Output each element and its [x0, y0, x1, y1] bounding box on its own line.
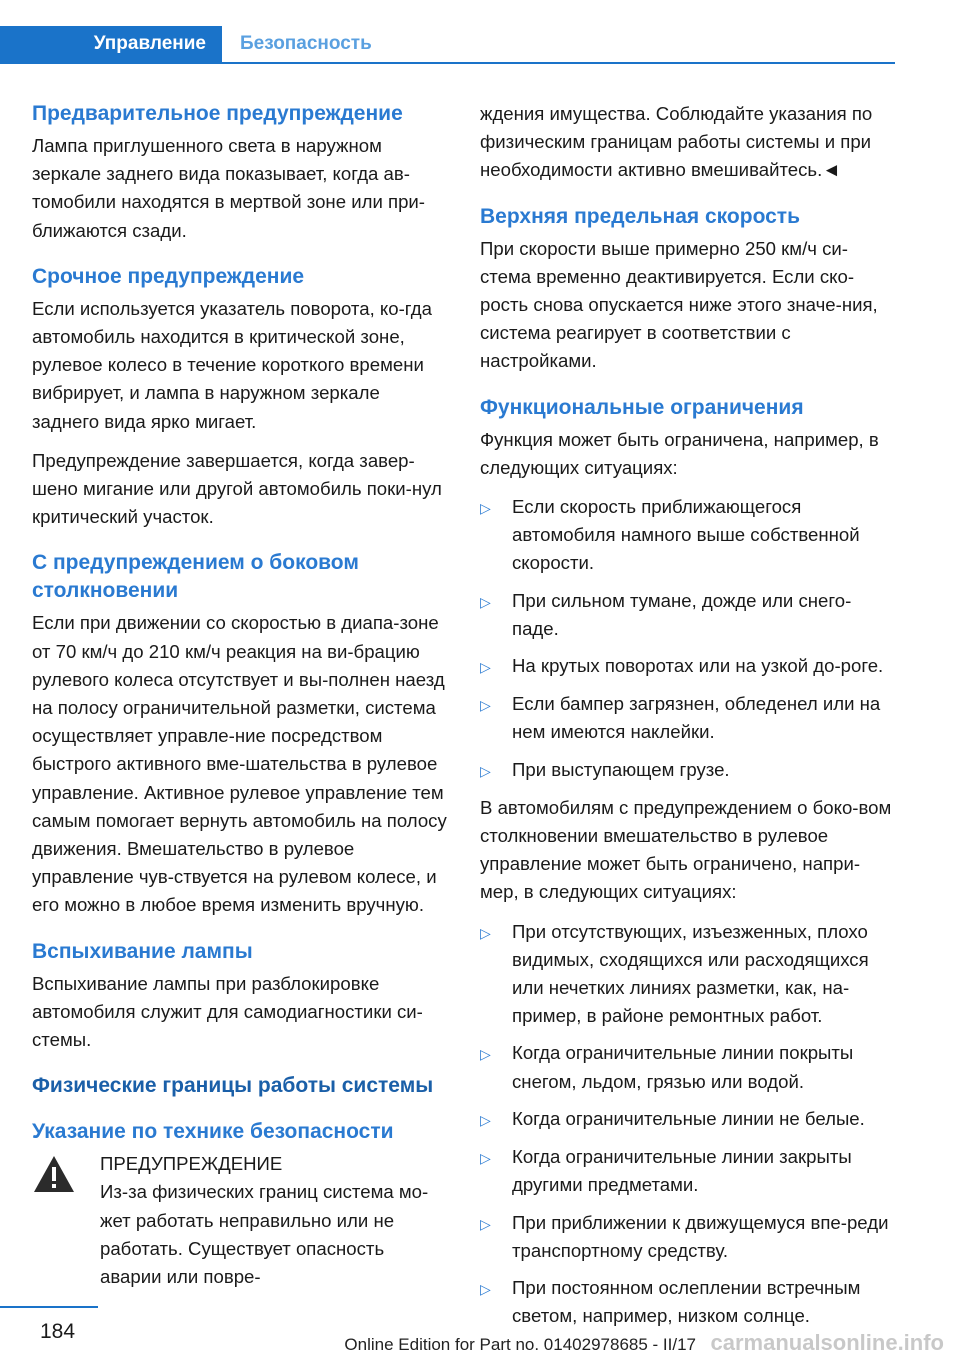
warning-label: ПРЕДУПРЕЖДЕНИЕ [100, 1153, 283, 1175]
list-item: ▷ При сильном тумане, дожде или снего-паде. [480, 587, 895, 643]
header-tabs [0, 26, 895, 64]
left-column [32, 100, 447, 1291]
paragraph: В автомобилям с предупреждением о боко-вом столкновении вмешательство в рулевое управление может быть ограничено, напри-мер, в следующих ситуациях: [480, 796, 892, 903]
section-title-system-limits: Физические границы работы системы [32, 1074, 434, 1098]
page-number: 184 [40, 1320, 76, 1343]
section-title-side-collision: С предупреждением о боковом столкновении [32, 551, 359, 603]
right-column [480, 100, 895, 1339]
footer-divider [0, 1306, 98, 1308]
triangle-bullet-icon: ▷ [480, 1111, 491, 1128]
steering-limitations-list [480, 918, 895, 1331]
list-item: ▷ На крутых поворотах или на узкой до-роге. [480, 652, 895, 681]
paragraph: При скорости выше примерно 250 км/ч си-стема временно деактивируется. Если ско-рость снова опускается ниже этого значе-ния, система реагирует в соответствии с настройками. [480, 237, 878, 372]
triangle-bullet-icon: ▷ [480, 1280, 491, 1297]
triangle-bullet-icon: ▷ [480, 697, 491, 714]
list-item: ▷ При выступающем грузе. [480, 756, 895, 785]
paragraph: ждения имущества. Соблюдайте указания по физическим границам работы системы и при необходимости активно вмешивайтесь.◄ [480, 103, 873, 181]
warning-body: Из-за физических границ система мо-жет работать неправильно или не работать. Существует опасность аварии или повре- [100, 1181, 429, 1288]
triangle-bullet-icon: ▷ [480, 500, 491, 517]
list-item: ▷ Когда ограничительные линии покрыты снегом, льдом, грязью или водой. [480, 1039, 895, 1095]
edition-note: Online Edition for Part no. 01402978685 - II/17 [344, 1335, 696, 1354]
triangle-bullet-icon: ▷ [480, 593, 491, 610]
paragraph: Если используется указатель поворота, ко-гда автомобиль находится в критической зоне, рулевое колесо в течение короткого времени вибрирует, и лампа в наружном зеркале заднего вида ярко мигает. [32, 297, 432, 432]
section-title-functional-limits: Функциональные ограничения [480, 395, 804, 419]
limitations-list [480, 493, 895, 785]
triangle-bullet-icon: ▷ [480, 1215, 491, 1232]
list-item: ▷ При отсутствующих, изъезженных, плохо видимых, сходящихся или расходящихся или нечетких линиях разметки, как, на-пример, в районе ремонтных работ. [480, 918, 895, 1031]
paragraph: Вспыхивание лампы при разблокировке автомобиля служит для самодиагностики си-стемы. [32, 972, 423, 1051]
paragraph: Функция может быть ограничена, например, в следующих ситуациях: [480, 428, 879, 478]
triangle-bullet-icon: ▷ [480, 924, 491, 941]
list-item: ▷ При постоянном ослеплении встречным светом, например, низком солнце. [480, 1274, 895, 1330]
section-title-safety-note: Указание по технике безопасности [32, 1120, 394, 1144]
tab-control[interactable]: Управление [0, 26, 222, 62]
triangle-bullet-icon: ▷ [480, 1046, 491, 1063]
triangle-bullet-icon: ▷ [480, 659, 491, 676]
watermark: carmanualsonline.info [710, 1330, 944, 1355]
paragraph: Предупреждение завершается, когда завер-шено мигание или другой автомобиль поки-нул критический участок. [32, 449, 442, 528]
list-item: ▷ Если скорость приближающегося автомобиля намного выше собственной скорости. [480, 493, 895, 578]
section-title-lamp-flash: Вспыхивание лампы [32, 939, 253, 963]
section-title-max-speed: Верхняя предельная скорость [480, 204, 800, 228]
list-item: ▷ Когда ограничительные линии закрыты другими предметами. [480, 1143, 895, 1199]
tab-safety[interactable]: Безопасность [240, 33, 372, 54]
triangle-bullet-icon: ▷ [480, 1150, 491, 1167]
section-title-early-warning: Предварительное предупреждение [32, 102, 403, 125]
paragraph: Лампа приглушенного света в наружном зеркале заднего вида показывает, когда ав-томобили находятся в мертвой зоне или при-ближаются сзади. [32, 135, 425, 241]
warning-text [100, 1150, 447, 1291]
list-item: ▷ Если бампер загрязнен, обледенел или на нем имеются наклейки. [480, 690, 895, 746]
paragraph: Если при движении со скоростью в диапа-зоне от 70 км/ч до 210 км/ч реакция на ви-брацию рулевого колеса отсутствует и вы-полнен наезд на полосу ограничительной разметки, система осуществляет управле-ние посредством быстрого активного вме-шательства в рулевое управление. Активное рулевое управление тем самым помогает вернуть автомобиль на полосу движения. Вмешательство в рулевое управление чув-ствуется на рулевом колесе, и его можно в любое время изменить вручную. [32, 612, 447, 916]
triangle-bullet-icon: ▷ [480, 762, 491, 779]
warning-triangle-icon [32, 1150, 100, 1291]
warning-block [32, 1150, 447, 1291]
list-item: ▷ При приближении к движущемуся впе-реди транспортному средству. [480, 1209, 895, 1265]
list-item: ▷ Когда ограничительные линии не белые. [480, 1105, 895, 1134]
section-title-urgent-warning: Срочное предупреждение [32, 264, 305, 288]
